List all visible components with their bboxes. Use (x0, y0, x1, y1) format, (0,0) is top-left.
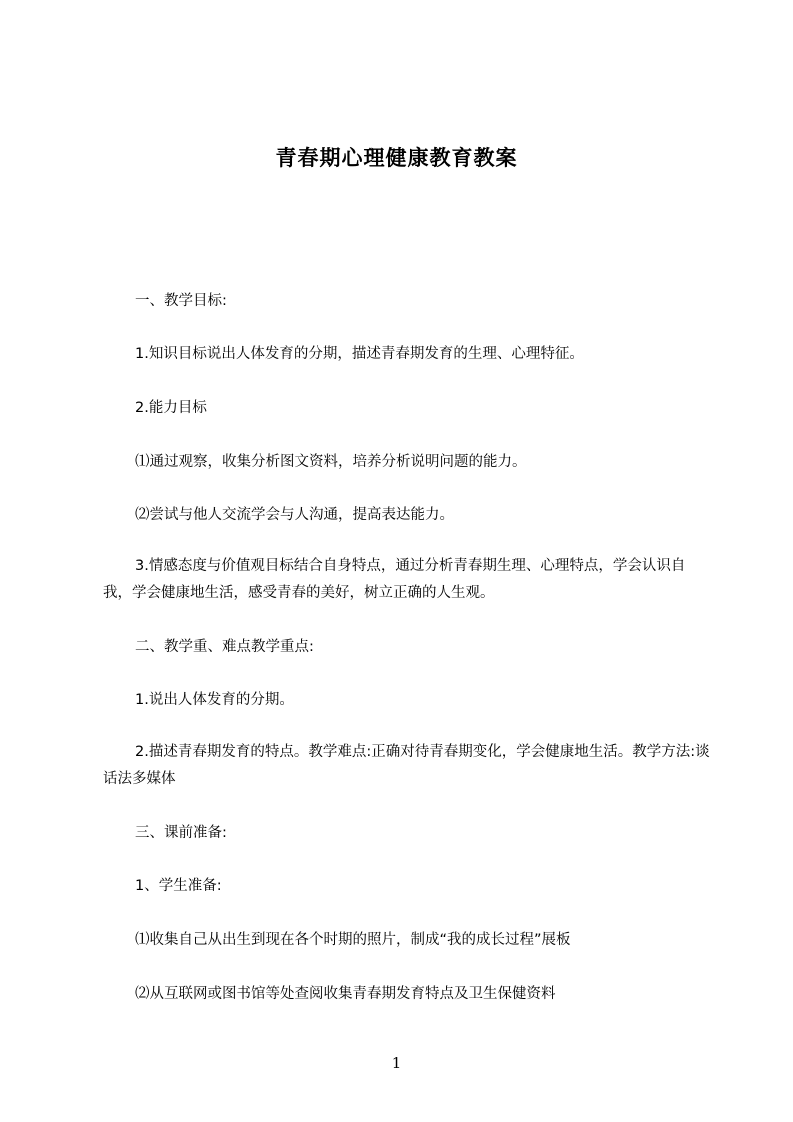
paragraph-ability-goal: 2.能力目标 (135, 400, 207, 416)
paragraph-preparation-1: ⑴收集自己从出生到现在各个时期的照片，制成“我的成长过程”展板 (135, 932, 571, 948)
paragraph-key-point-1: 1.说出人体发育的分期。 (135, 692, 294, 708)
paragraph-preparation-2: ⑵从互联网或图书馆等处查阅收集青春期发育特点及卫生保健资料 (135, 986, 556, 1002)
page-number: 1 (391, 1054, 402, 1072)
paragraph-emotion-goal: 3.情感态度与价值观目标结合自身特点，通过分析青春期生理、心理特点，学会认识自我，学会健康地生活，感受青春的美好，树立正确的人生观。 (103, 558, 686, 601)
paragraph-key-points-heading: 二、教学重、难点教学重点: (135, 639, 314, 655)
paragraph-student-preparation: 1、学生准备: (135, 878, 222, 894)
paragraph-preparation-heading: 三、课前准备: (135, 825, 227, 841)
paragraph-key-point-2: 2.描述青春期发育的特点。教学难点:正确对待青春期变化，学会健康地生活。教学方法:谈话法多媒体 (103, 744, 710, 787)
paragraph-knowledge-goal: 1.知识目标说出人体发育的分期，描述青春期发育的生理、心理特征。 (135, 346, 584, 362)
document-title: 青春期心理健康教育教案 (275, 146, 518, 170)
paragraph-ability-goal-1: ⑴通过观察，收集分析图文资料，培养分析说明问题的能力。 (135, 454, 527, 470)
paragraph-ability-goal-2: ⑵尝试与他人交流学会与人沟通，提高表达能力。 (135, 507, 454, 523)
paragraph-teaching-goals-heading: 一、教学目标: (135, 293, 227, 309)
